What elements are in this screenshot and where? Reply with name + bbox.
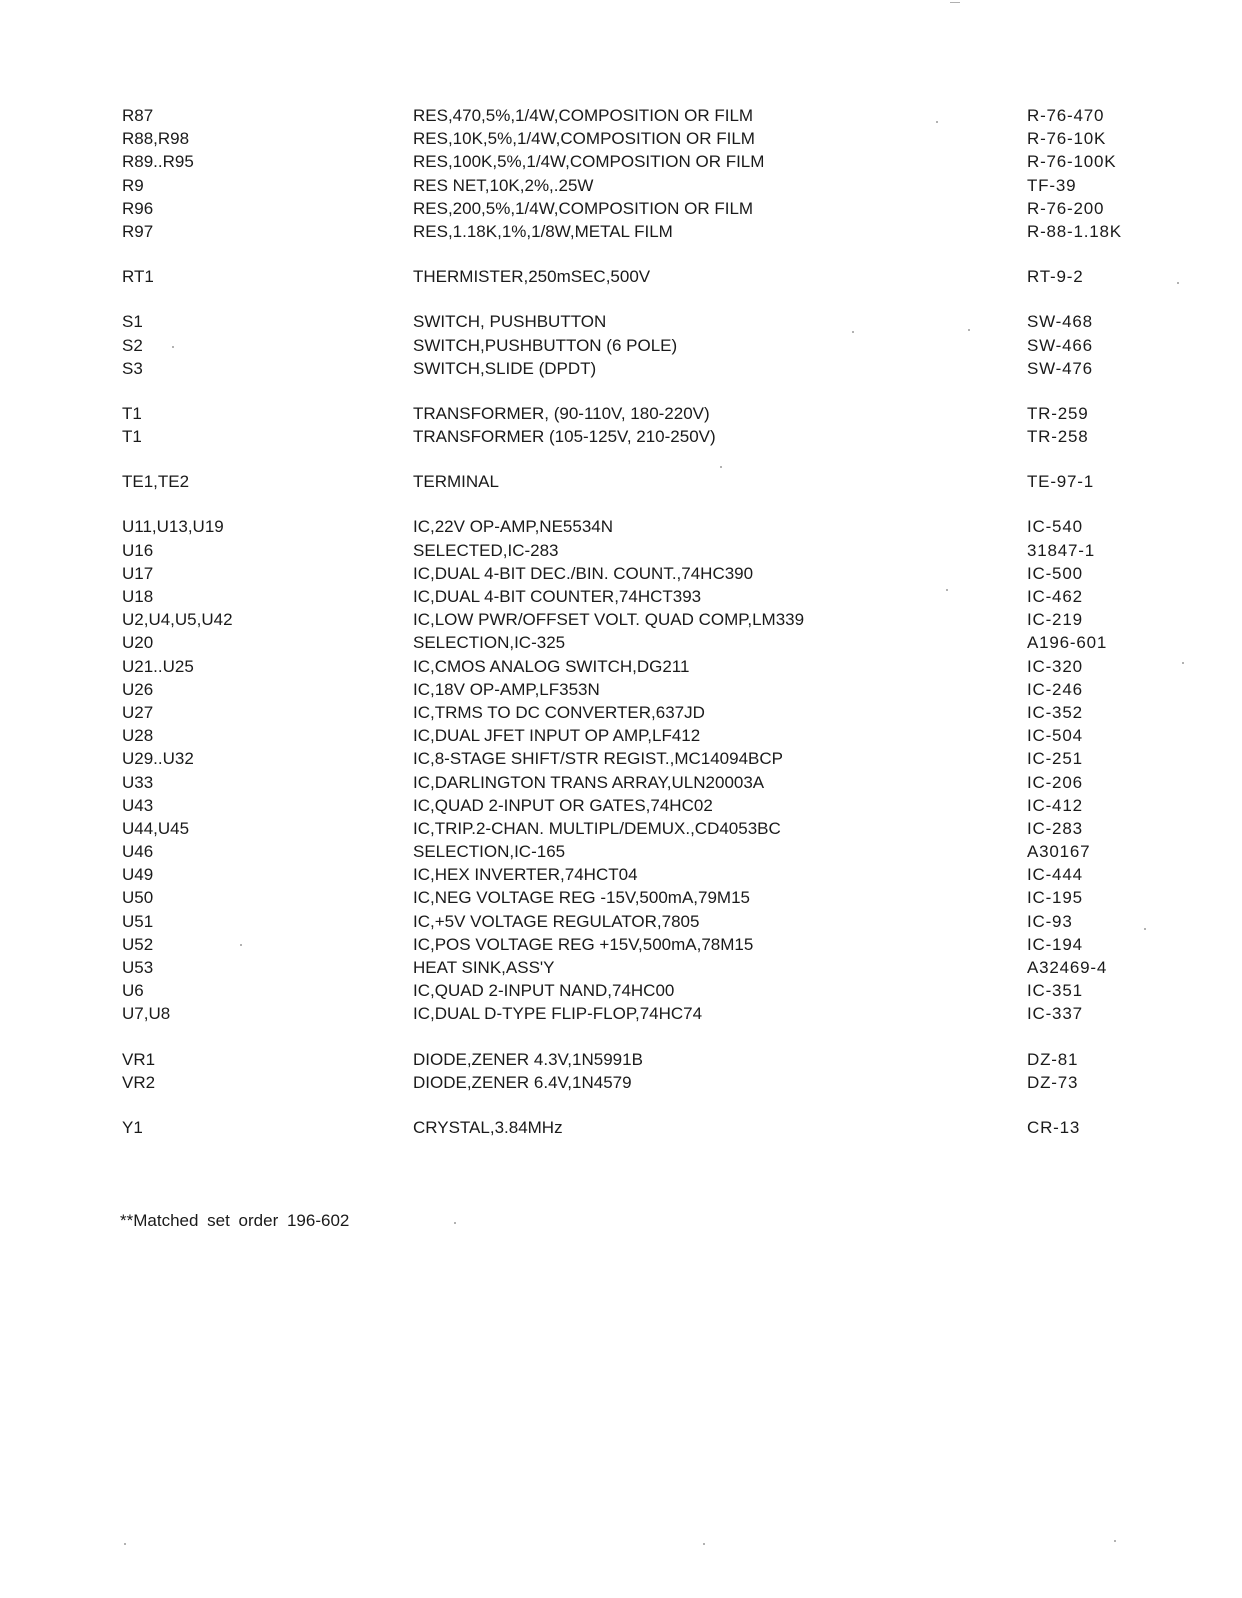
table-row bbox=[0, 150, 1242, 173]
scan-mark bbox=[950, 2, 960, 3]
scan-speck bbox=[1114, 1540, 1116, 1542]
parts-group bbox=[0, 402, 1242, 448]
part-description: THERMISTER,250mSEC,500V bbox=[413, 267, 651, 287]
part-number: IC-412 bbox=[1027, 795, 1083, 815]
part-description: IC,+5V VOLTAGE REGULATOR,7805 bbox=[413, 911, 700, 931]
table-row bbox=[0, 771, 1242, 794]
table-row bbox=[0, 678, 1242, 701]
scan-speck bbox=[703, 1543, 705, 1545]
parts-group bbox=[0, 470, 1242, 493]
table-row bbox=[0, 562, 1242, 585]
reference-designator: TE1,TE2 bbox=[122, 472, 190, 492]
reference-designator: U6 bbox=[122, 981, 144, 1001]
part-number: A196-601 bbox=[1027, 633, 1108, 653]
part-description: SWITCH,SLIDE (DPDT) bbox=[413, 358, 597, 378]
table-row bbox=[0, 310, 1242, 333]
part-description: SELECTION,IC-165 bbox=[413, 842, 566, 862]
part-number: IC-320 bbox=[1027, 656, 1083, 676]
part-number: R-76-470 bbox=[1027, 106, 1105, 125]
table-row bbox=[0, 701, 1242, 724]
part-number: IC-462 bbox=[1027, 587, 1083, 606]
scan-speck bbox=[454, 1222, 456, 1224]
scan-speck bbox=[1177, 282, 1179, 284]
parts-group bbox=[0, 104, 1242, 243]
reference-designator: U7,U8 bbox=[122, 1004, 171, 1024]
table-row bbox=[0, 357, 1242, 380]
part-description: IC,DUAL 4-BIT COUNTER,74HCT393 bbox=[413, 587, 702, 606]
reference-designator: R97 bbox=[122, 221, 154, 241]
part-number: IC-206 bbox=[1027, 772, 1083, 792]
part-number: TR-258 bbox=[1027, 427, 1089, 447]
part-number: SW-468 bbox=[1027, 312, 1093, 332]
reference-designator: Y1 bbox=[122, 1117, 143, 1137]
part-number: R-88-1.18K bbox=[1027, 221, 1122, 241]
part-number: IC-194 bbox=[1027, 934, 1083, 954]
parts-group bbox=[0, 265, 1242, 288]
part-number: IC-195 bbox=[1027, 888, 1083, 908]
reference-designator: U20 bbox=[122, 633, 154, 653]
reference-designator: T1 bbox=[122, 427, 142, 447]
table-row bbox=[0, 402, 1242, 425]
reference-designator: R96 bbox=[122, 198, 154, 218]
reference-designator: U21..U25 bbox=[122, 656, 194, 676]
part-number: CR-13 bbox=[1027, 1117, 1081, 1137]
part-number: IC-504 bbox=[1027, 726, 1083, 746]
table-row bbox=[0, 724, 1242, 747]
part-description: IC,18V OP-AMP,LF353N bbox=[413, 679, 600, 699]
part-description: RES,100K,5%,1/4W,COMPOSITION OR FILM bbox=[413, 152, 765, 172]
scan-speck bbox=[936, 121, 938, 123]
reference-designator: U11,U13,U19 bbox=[122, 517, 224, 537]
part-description: IC,QUAD 2-INPUT OR GATES,74HC02 bbox=[413, 795, 713, 815]
part-number: 31847-1 bbox=[1027, 540, 1095, 560]
part-description: SWITCH,PUSHBUTTON (6 POLE) bbox=[413, 335, 678, 355]
table-row bbox=[0, 515, 1242, 538]
part-description: IC,CMOS ANALOG SWITCH,DG211 bbox=[413, 656, 690, 676]
table-row bbox=[0, 1048, 1242, 1071]
part-description: IC,HEX INVERTER,74HCT04 bbox=[413, 865, 638, 885]
part-description: IC,TRMS TO DC CONVERTER,637JD bbox=[413, 702, 705, 722]
table-row bbox=[0, 127, 1242, 150]
part-number: IC-337 bbox=[1027, 1004, 1083, 1024]
table-row bbox=[0, 655, 1242, 678]
table-row bbox=[0, 425, 1242, 448]
table-row bbox=[0, 104, 1242, 127]
parts-list bbox=[0, 104, 1242, 1161]
part-description: IC,8-STAGE SHIFT/STR REGIST.,MC14094BCP bbox=[413, 749, 783, 769]
part-description: RES NET,10K,2%,.25W bbox=[413, 175, 594, 195]
reference-designator: VR1 bbox=[122, 1049, 156, 1069]
part-number: R-76-100K bbox=[1027, 152, 1117, 172]
reference-designator: U50 bbox=[122, 888, 154, 908]
part-description: CRYSTAL,3.84MHz bbox=[413, 1117, 563, 1137]
table-row bbox=[0, 956, 1242, 979]
table-row bbox=[0, 265, 1242, 288]
reference-designator: U44,U45 bbox=[122, 818, 190, 838]
part-description: RES,470,5%,1/4W,COMPOSITION OR FILM bbox=[413, 106, 754, 125]
footnote: **Matched set order 196-602 bbox=[120, 1211, 350, 1230]
reference-designator: U46 bbox=[122, 842, 154, 862]
part-description: IC,DUAL D-TYPE FLIP-FLOP,74HC74 bbox=[413, 1004, 703, 1024]
reference-designator: U43 bbox=[122, 795, 154, 815]
part-description: TRANSFORMER, (90-110V, 180-220V) bbox=[413, 403, 710, 423]
part-number: IC-251 bbox=[1027, 749, 1083, 769]
part-number: TE-97-1 bbox=[1027, 472, 1095, 492]
part-number: IC-283 bbox=[1027, 818, 1083, 838]
table-row bbox=[0, 1002, 1242, 1025]
part-description: IC,DUAL 4-BIT DEC./BIN. COUNT.,74HC390 bbox=[413, 563, 754, 583]
parts-group bbox=[0, 310, 1242, 380]
part-number: TF-39 bbox=[1027, 175, 1077, 195]
part-description: TRANSFORMER (105-125V, 210-250V) bbox=[413, 427, 716, 447]
part-description: SWITCH, PUSHBUTTON bbox=[413, 312, 607, 332]
table-row bbox=[0, 608, 1242, 631]
table-row bbox=[0, 747, 1242, 770]
part-number: IC-500 bbox=[1027, 563, 1083, 583]
table-row bbox=[0, 886, 1242, 909]
part-description: IC,NEG VOLTAGE REG -15V,500mA,79M15 bbox=[413, 888, 750, 908]
scan-speck bbox=[1182, 662, 1184, 664]
reference-designator: U33 bbox=[122, 772, 154, 792]
parts-group bbox=[0, 1048, 1242, 1094]
table-row bbox=[0, 840, 1242, 863]
reference-designator: U53 bbox=[122, 958, 154, 977]
reference-designator: S2 bbox=[122, 335, 143, 355]
table-row bbox=[0, 197, 1242, 220]
part-number: TR-259 bbox=[1027, 403, 1089, 423]
reference-designator: U51 bbox=[122, 911, 154, 931]
table-row bbox=[0, 1071, 1242, 1094]
part-number: RT-9-2 bbox=[1027, 267, 1084, 287]
reference-designator: S3 bbox=[122, 358, 143, 378]
scan-speck bbox=[946, 589, 948, 591]
part-description: IC,POS VOLTAGE REG +15V,500mA,78M15 bbox=[413, 934, 754, 954]
reference-designator: R88,R98 bbox=[122, 129, 190, 149]
part-number: SW-476 bbox=[1027, 358, 1093, 378]
table-row bbox=[0, 817, 1242, 840]
part-description: TERMINAL bbox=[413, 472, 499, 492]
part-number: R-76-200 bbox=[1027, 198, 1105, 218]
reference-designator: VR2 bbox=[122, 1072, 156, 1092]
reference-designator: R9 bbox=[122, 175, 144, 195]
part-description: IC,DARLINGTON TRANS ARRAY,ULN20003A bbox=[413, 772, 765, 792]
table-row bbox=[0, 794, 1242, 817]
table-row bbox=[0, 174, 1242, 197]
part-description: IC,LOW PWR/OFFSET VOLT. QUAD COMP,LM339 bbox=[413, 610, 805, 630]
table-row bbox=[0, 863, 1242, 886]
reference-designator: R87 bbox=[122, 106, 154, 125]
scan-speck bbox=[1144, 928, 1146, 930]
part-description: SELECTION,IC-325 bbox=[413, 633, 566, 653]
part-number: IC-93 bbox=[1027, 911, 1073, 931]
part-number: R-76-10K bbox=[1027, 129, 1107, 149]
part-number: SW-466 bbox=[1027, 335, 1093, 355]
reference-designator: U18 bbox=[122, 587, 154, 606]
part-description: DIODE,ZENER 4.3V,1N5991B bbox=[413, 1049, 643, 1069]
reference-designator: U52 bbox=[122, 934, 154, 954]
part-description: IC,22V OP-AMP,NE5534N bbox=[413, 517, 613, 537]
parts-group bbox=[0, 1116, 1242, 1139]
part-description: SELECTED,IC-283 bbox=[413, 540, 559, 560]
table-row bbox=[0, 334, 1242, 357]
table-row bbox=[0, 585, 1242, 608]
part-number: IC-351 bbox=[1027, 981, 1083, 1001]
reference-designator: U16 bbox=[122, 540, 154, 560]
part-description: RES,10K,5%,1/4W,COMPOSITION OR FILM bbox=[413, 129, 755, 149]
reference-designator: T1 bbox=[122, 403, 142, 423]
part-number: IC-444 bbox=[1027, 865, 1083, 885]
part-number: IC-246 bbox=[1027, 679, 1083, 699]
parts-group bbox=[0, 515, 1242, 1025]
table-row bbox=[0, 933, 1242, 956]
table-row bbox=[0, 979, 1242, 1002]
part-number: DZ-81 bbox=[1027, 1049, 1079, 1069]
reference-designator: U28 bbox=[122, 726, 154, 746]
scan-speck bbox=[852, 331, 854, 333]
part-description: IC,TRIP.2-CHAN. MULTIPL/DEMUX.,CD4053BC bbox=[413, 818, 781, 838]
part-description: DIODE,ZENER 6.4V,1N4579 bbox=[413, 1072, 632, 1092]
scan-speck bbox=[240, 944, 242, 946]
part-number: A30167 bbox=[1027, 842, 1091, 862]
reference-designator: U17 bbox=[122, 563, 154, 583]
table-row bbox=[0, 470, 1242, 493]
part-description: HEAT SINK,ASS'Y bbox=[413, 958, 555, 977]
scan-speck bbox=[968, 329, 970, 331]
reference-designator: R89..R95 bbox=[122, 152, 194, 172]
reference-designator: U49 bbox=[122, 865, 154, 885]
part-description: RES,200,5%,1/4W,COMPOSITION OR FILM bbox=[413, 198, 754, 218]
scan-speck bbox=[720, 466, 722, 468]
scan-speck bbox=[124, 1543, 126, 1545]
table-row bbox=[0, 631, 1242, 654]
scan-speck bbox=[172, 346, 174, 348]
part-description: RES,1.18K,1%,1/8W,METAL FILM bbox=[413, 221, 673, 241]
part-number: A32469-4 bbox=[1027, 958, 1108, 977]
table-row bbox=[0, 539, 1242, 562]
table-row bbox=[0, 1116, 1242, 1139]
table-row bbox=[0, 220, 1242, 243]
reference-designator: U27 bbox=[122, 702, 154, 722]
part-number: DZ-73 bbox=[1027, 1072, 1079, 1092]
part-description: IC,DUAL JFET INPUT OP AMP,LF412 bbox=[413, 726, 701, 746]
reference-designator: U29..U32 bbox=[122, 749, 194, 769]
table-row bbox=[0, 910, 1242, 933]
reference-designator: U26 bbox=[122, 679, 154, 699]
part-number: IC-219 bbox=[1027, 610, 1083, 630]
part-number: IC-540 bbox=[1027, 517, 1083, 537]
reference-designator: RT1 bbox=[122, 267, 154, 287]
reference-designator: U2,U4,U5,U42 bbox=[122, 610, 233, 630]
part-description: IC,QUAD 2-INPUT NAND,74HC00 bbox=[413, 981, 675, 1001]
reference-designator: S1 bbox=[122, 312, 143, 332]
part-number: IC-352 bbox=[1027, 702, 1083, 722]
